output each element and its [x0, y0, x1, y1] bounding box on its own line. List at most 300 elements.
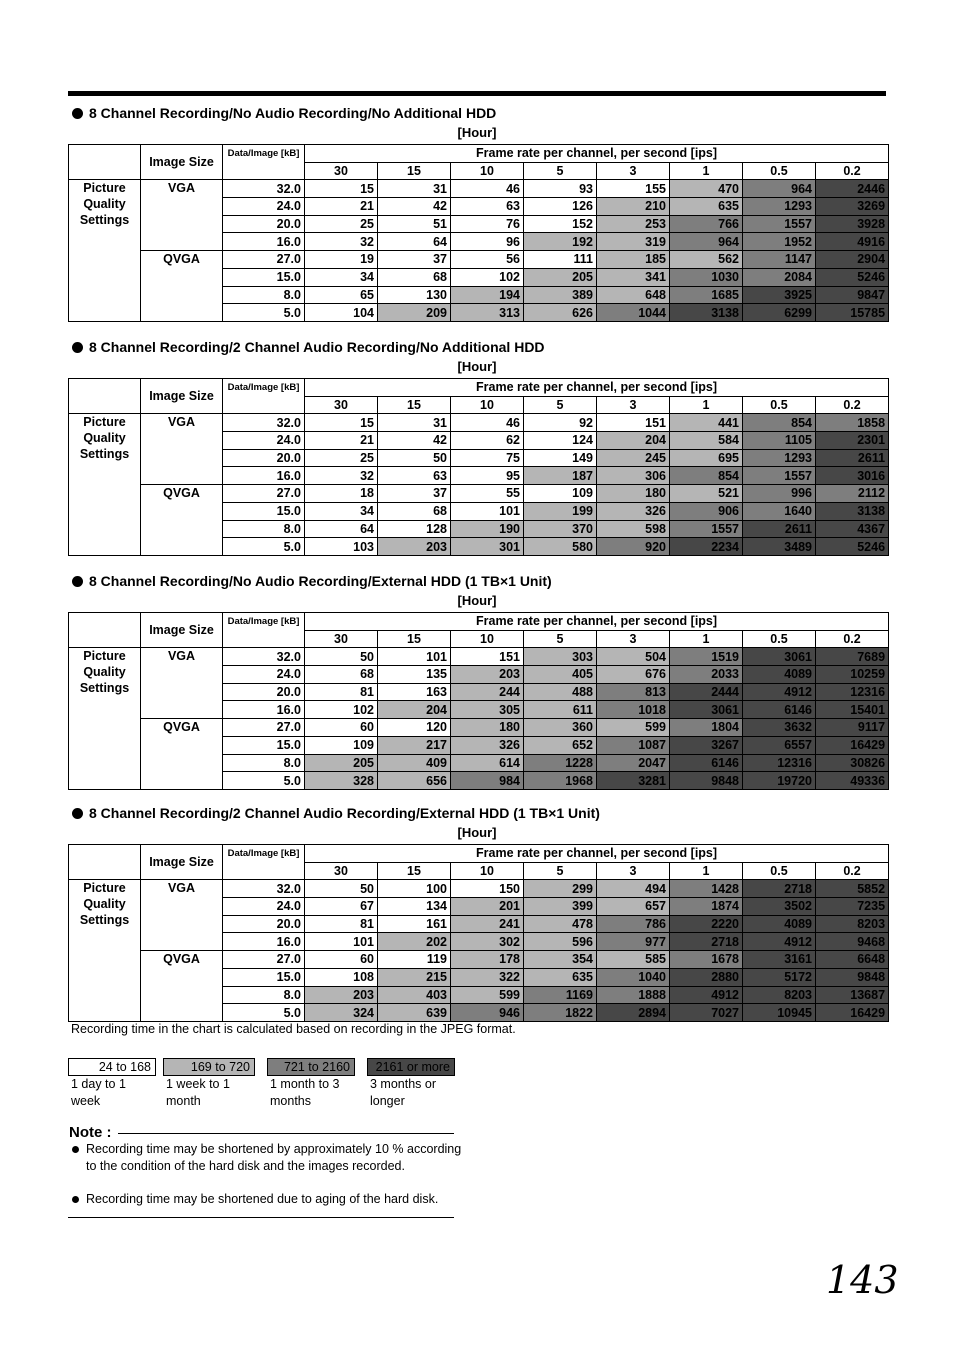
rate-header: 1	[670, 630, 743, 648]
hours-cell: 8203	[816, 915, 889, 933]
hours-cell: 1952	[743, 233, 816, 251]
hours-cell: 598	[597, 520, 670, 538]
hours-cell: 1040	[597, 968, 670, 986]
hours-cell: 42	[378, 432, 451, 450]
hours-cell: 81	[305, 915, 378, 933]
hours-cell: 130	[378, 286, 451, 304]
hours-cell: 920	[597, 538, 670, 556]
hours-cell: 1640	[743, 502, 816, 520]
hours-cell: 103	[305, 538, 378, 556]
hours-cell: 194	[451, 286, 524, 304]
qvga-label: QVGA	[141, 485, 223, 556]
hours-cell: 4912	[670, 986, 743, 1004]
hours-cell: 3138	[816, 502, 889, 520]
section-title	[72, 573, 552, 589]
hours-cell: 67	[305, 898, 378, 916]
legend-caption-1-day-to-1-week: 1 day to 1 week	[71, 1077, 126, 1108]
hours-cell: 1874	[670, 898, 743, 916]
hours-cell: 504	[597, 648, 670, 666]
rate-header: 0.2	[816, 396, 889, 414]
hours-cell: 64	[378, 233, 451, 251]
hours-cell: 964	[743, 180, 816, 198]
recording-time-table	[68, 612, 889, 790]
hours-cell: 62	[451, 432, 524, 450]
hours-cell: 126	[524, 198, 597, 216]
hours-cell: 695	[670, 449, 743, 467]
hours-cell: 108	[305, 968, 378, 986]
hours-cell: 580	[524, 538, 597, 556]
hours-cell: 2234	[670, 538, 743, 556]
hours-cell: 306	[597, 467, 670, 485]
hours-cell: 3061	[670, 701, 743, 719]
table-row	[69, 648, 889, 666]
hours-cell: 648	[597, 286, 670, 304]
hours-cell: 56	[451, 251, 524, 269]
hours-cell: 155	[597, 180, 670, 198]
hours-cell: 2112	[816, 485, 889, 503]
hours-cell: 2084	[743, 268, 816, 286]
picture-quality-label: Picture Quality Settings	[69, 414, 141, 556]
hours-cell: 102	[305, 701, 378, 719]
hours-cell: 21	[305, 198, 378, 216]
hours-cell: 205	[305, 754, 378, 772]
hours-cell: 4916	[816, 233, 889, 251]
hours-cell: 2718	[743, 880, 816, 898]
hours-cell: 403	[378, 986, 451, 1004]
rate-header: 30	[305, 162, 378, 180]
rate-header: 15	[378, 630, 451, 648]
hours-cell: 55	[451, 485, 524, 503]
hours-cell: 92	[524, 414, 597, 432]
hours-cell: 19720	[743, 772, 816, 790]
hours-cell: 585	[597, 951, 670, 969]
unit-label: [Hour]	[457, 359, 497, 374]
bullet-icon	[72, 1196, 79, 1203]
hours-cell: 76	[451, 215, 524, 233]
vga-label: VGA	[141, 648, 223, 719]
hours-cell: 584	[670, 432, 743, 450]
hours-cell: 15	[305, 180, 378, 198]
hours-cell: 3502	[743, 898, 816, 916]
hours-cell: 31	[378, 180, 451, 198]
hours-cell: 1428	[670, 880, 743, 898]
hours-cell: 64	[305, 520, 378, 538]
hours-cell: 49336	[816, 772, 889, 790]
hours-cell: 3925	[743, 286, 816, 304]
hours-cell: 1293	[743, 449, 816, 467]
hours-cell: 46	[451, 180, 524, 198]
rate-header: 0.5	[743, 162, 816, 180]
hours-cell: 2894	[597, 1004, 670, 1022]
rate-header: 15	[378, 862, 451, 880]
hours-cell: 1519	[670, 648, 743, 666]
header-blank	[69, 145, 141, 180]
hours-cell: 192	[524, 233, 597, 251]
hours-cell: 1888	[597, 986, 670, 1004]
data-size-cell: 8.0	[223, 986, 305, 1004]
hours-cell: 326	[451, 736, 524, 754]
hours-cell: 313	[451, 304, 524, 322]
hours-cell: 2880	[670, 968, 743, 986]
bullet-icon	[72, 108, 83, 119]
note-title: Note :	[69, 1124, 112, 1141]
hours-cell: 25	[305, 449, 378, 467]
hours-cell: 5852	[816, 880, 889, 898]
rate-header: 0.5	[743, 396, 816, 414]
hours-cell: 599	[597, 719, 670, 737]
hours-cell: 4089	[743, 666, 816, 684]
data-size-cell: 27.0	[223, 251, 305, 269]
rate-header: 5	[524, 162, 597, 180]
rate-header: 10	[451, 396, 524, 414]
hours-cell: 187	[524, 467, 597, 485]
hours-cell: 9468	[816, 933, 889, 951]
rate-header: 10	[451, 630, 524, 648]
data-size-cell: 24.0	[223, 432, 305, 450]
data-image-header: Data/Image [kB]	[223, 613, 305, 648]
hours-cell: 34	[305, 268, 378, 286]
hours-cell: 16429	[816, 1004, 889, 1022]
unit-label: [Hour]	[457, 825, 497, 840]
hours-cell: 75	[451, 449, 524, 467]
hours-cell: 302	[451, 933, 524, 951]
hours-cell: 3161	[743, 951, 816, 969]
hours-cell: 50	[378, 449, 451, 467]
hours-cell: 2446	[816, 180, 889, 198]
hours-cell: 96	[451, 233, 524, 251]
hours-cell: 5246	[816, 268, 889, 286]
hours-cell: 656	[378, 772, 451, 790]
hours-cell: 65	[305, 286, 378, 304]
hours-cell: 81	[305, 683, 378, 701]
header-blank	[69, 845, 141, 880]
hours-cell: 3632	[743, 719, 816, 737]
image-size-header: Image Size	[141, 145, 223, 180]
hours-cell: 111	[524, 251, 597, 269]
rate-header: 1	[670, 862, 743, 880]
hours-cell: 203	[305, 986, 378, 1004]
hours-cell: 50	[305, 880, 378, 898]
hours-cell: 93	[524, 180, 597, 198]
recording-time-table	[68, 378, 889, 556]
legend-caption-3-months-or-longer: 3 months or longer	[370, 1077, 437, 1108]
section-title	[72, 339, 545, 355]
hours-cell: 31	[378, 414, 451, 432]
hours-cell: 163	[378, 683, 451, 701]
hours-cell: 854	[670, 467, 743, 485]
hours-cell: 151	[451, 648, 524, 666]
hours-cell: 984	[451, 772, 524, 790]
header-row	[69, 145, 889, 163]
hours-cell: 10259	[816, 666, 889, 684]
picture-quality-label: Picture Quality Settings	[69, 648, 141, 790]
hours-cell: 203	[451, 666, 524, 684]
hours-cell: 360	[524, 719, 597, 737]
section-title	[72, 805, 600, 821]
hours-cell: 203	[378, 538, 451, 556]
hours-cell: 2611	[816, 449, 889, 467]
data-size-cell: 15.0	[223, 968, 305, 986]
note-item	[72, 1141, 462, 1174]
table-row	[69, 719, 889, 737]
bullet-icon	[72, 808, 83, 819]
data-size-cell: 27.0	[223, 719, 305, 737]
note-item-text: Recording time may be shortened due to aging of the hard disk.	[86, 1192, 439, 1206]
hours-cell: 101	[305, 933, 378, 951]
rate-header: 3	[597, 396, 670, 414]
section-title-text: 8 Channel Recording/2 Channel Audio Recording/External HDD (1 TB×1 Unit)	[89, 805, 600, 821]
rate-header: 15	[378, 162, 451, 180]
hours-cell: 1169	[524, 986, 597, 1004]
section-title-text: 8 Channel Recording/No Audio Recording/External HDD (1 TB×1 Unit)	[89, 573, 552, 589]
rate-header: 30	[305, 396, 378, 414]
hours-cell: 1293	[743, 198, 816, 216]
rate-header: 30	[305, 862, 378, 880]
hours-cell: 854	[743, 414, 816, 432]
hours-cell: 12316	[816, 683, 889, 701]
hours-cell: 303	[524, 648, 597, 666]
frame-rate-header: Frame rate per channel, per second [ips]	[305, 613, 889, 631]
hours-cell: 441	[670, 414, 743, 432]
hours-cell: 37	[378, 485, 451, 503]
note-rule	[118, 1133, 454, 1134]
hours-cell: 102	[451, 268, 524, 286]
data-size-cell: 32.0	[223, 648, 305, 666]
hours-cell: 204	[597, 432, 670, 450]
hours-cell: 21	[305, 432, 378, 450]
hours-cell: 7235	[816, 898, 889, 916]
hours-cell: 652	[524, 736, 597, 754]
hours-cell: 210	[597, 198, 670, 216]
hours-cell: 946	[451, 1004, 524, 1022]
vga-label: VGA	[141, 880, 223, 951]
hours-cell: 95	[451, 467, 524, 485]
bullet-icon	[72, 342, 83, 353]
hours-cell: 6557	[743, 736, 816, 754]
hours-cell: 409	[378, 754, 451, 772]
qvga-label: QVGA	[141, 251, 223, 322]
hours-cell: 253	[597, 215, 670, 233]
qvga-label: QVGA	[141, 951, 223, 1022]
hours-cell: 37	[378, 251, 451, 269]
hours-cell: 521	[670, 485, 743, 503]
rate-header: 30	[305, 630, 378, 648]
rate-header: 0.2	[816, 630, 889, 648]
hours-cell: 19	[305, 251, 378, 269]
hours-cell: 6648	[816, 951, 889, 969]
top-rule	[68, 91, 886, 96]
bullet-icon	[72, 576, 83, 587]
rate-header: 0.5	[743, 630, 816, 648]
hours-cell: 204	[378, 701, 451, 719]
hours-cell: 12316	[743, 754, 816, 772]
hours-cell: 1228	[524, 754, 597, 772]
hours-cell: 245	[597, 449, 670, 467]
hours-cell: 8203	[743, 986, 816, 1004]
hours-cell: 63	[378, 467, 451, 485]
hours-cell: 977	[597, 933, 670, 951]
page-number: 143	[826, 1258, 899, 1302]
note-item	[72, 1191, 462, 1208]
data-size-cell: 24.0	[223, 898, 305, 916]
hours-cell: 3281	[597, 772, 670, 790]
data-size-cell: 27.0	[223, 485, 305, 503]
hours-cell: 6146	[670, 754, 743, 772]
frame-rate-header: Frame rate per channel, per second [ips]	[305, 145, 889, 163]
jpeg-footnote: Recording time in the chart is calculated based on recording in the JPEG format.	[71, 1022, 516, 1036]
hours-cell: 3138	[670, 304, 743, 322]
frame-rate-header: Frame rate per channel, per second [ips]	[305, 845, 889, 863]
data-size-cell: 16.0	[223, 933, 305, 951]
data-size-cell: 32.0	[223, 180, 305, 198]
legend-box-1-week-to-1-month: 169 to 720	[163, 1058, 255, 1076]
hours-cell: 205	[524, 268, 597, 286]
data-size-cell: 24.0	[223, 198, 305, 216]
data-size-cell: 27.0	[223, 951, 305, 969]
hours-cell: 244	[451, 683, 524, 701]
image-size-header: Image Size	[141, 845, 223, 880]
hours-cell: 104	[305, 304, 378, 322]
hours-cell: 6146	[743, 701, 816, 719]
hours-cell: 470	[670, 180, 743, 198]
rate-header: 3	[597, 162, 670, 180]
note-item-text: Recording time may be shortened by approximately 10 % according to the condition of the hard disk and the images recorded.	[86, 1142, 462, 1173]
rate-header: 10	[451, 162, 524, 180]
hours-cell: 766	[670, 215, 743, 233]
hours-cell: 341	[597, 268, 670, 286]
hours-cell: 128	[378, 520, 451, 538]
data-size-cell: 20.0	[223, 915, 305, 933]
header-row	[69, 845, 889, 863]
hours-cell: 488	[524, 683, 597, 701]
rate-header: 3	[597, 630, 670, 648]
recording-time-table	[68, 844, 889, 1022]
hours-cell: 180	[451, 719, 524, 737]
hours-cell: 596	[524, 933, 597, 951]
hours-cell: 3269	[816, 198, 889, 216]
hours-cell: 1678	[670, 951, 743, 969]
hours-cell: 494	[597, 880, 670, 898]
section-title-text: 8 Channel Recording/No Audio Recording/No Additional HDD	[89, 105, 497, 121]
hours-cell: 3061	[743, 648, 816, 666]
hours-cell: 9847	[816, 286, 889, 304]
vga-label: VGA	[141, 414, 223, 485]
hours-cell: 614	[451, 754, 524, 772]
hours-cell: 1685	[670, 286, 743, 304]
data-size-cell: 5.0	[223, 304, 305, 322]
data-size-cell: 8.0	[223, 520, 305, 538]
table-row	[69, 880, 889, 898]
hours-cell: 305	[451, 701, 524, 719]
hours-cell: 964	[670, 233, 743, 251]
hours-cell: 1087	[597, 736, 670, 754]
hours-cell: 676	[597, 666, 670, 684]
table-row	[69, 414, 889, 432]
data-size-cell: 20.0	[223, 449, 305, 467]
rate-header: 0.2	[816, 862, 889, 880]
header-row	[69, 613, 889, 631]
hours-cell: 32	[305, 467, 378, 485]
hours-cell: 68	[378, 268, 451, 286]
hours-cell: 370	[524, 520, 597, 538]
hours-cell: 2444	[670, 683, 743, 701]
hours-cell: 30826	[816, 754, 889, 772]
hours-cell: 9117	[816, 719, 889, 737]
hours-cell: 202	[378, 933, 451, 951]
hours-cell: 3928	[816, 215, 889, 233]
hours-cell: 301	[451, 538, 524, 556]
hours-cell: 1557	[743, 215, 816, 233]
picture-quality-label: Picture Quality Settings	[69, 180, 141, 322]
hours-cell: 3267	[670, 736, 743, 754]
frame-rate-header: Frame rate per channel, per second [ips]	[305, 379, 889, 397]
hours-cell: 100	[378, 880, 451, 898]
rate-header: 0.5	[743, 862, 816, 880]
hours-cell: 2718	[670, 933, 743, 951]
hours-cell: 190	[451, 520, 524, 538]
hours-cell: 7689	[816, 648, 889, 666]
hours-cell: 1018	[597, 701, 670, 719]
hours-cell: 241	[451, 915, 524, 933]
hours-cell: 18	[305, 485, 378, 503]
hours-cell: 4089	[743, 915, 816, 933]
legend-box-3-months-or-longer: 2161 or more	[367, 1058, 455, 1076]
data-size-cell: 24.0	[223, 666, 305, 684]
unit-label: [Hour]	[457, 125, 497, 140]
hours-cell: 199	[524, 502, 597, 520]
hours-cell: 2033	[670, 666, 743, 684]
hours-cell: 611	[524, 701, 597, 719]
hours-cell: 599	[451, 986, 524, 1004]
hours-cell: 3016	[816, 467, 889, 485]
hours-cell: 5246	[816, 538, 889, 556]
hours-cell: 9848	[816, 968, 889, 986]
rate-header: 10	[451, 862, 524, 880]
table-row	[69, 180, 889, 198]
hours-cell: 217	[378, 736, 451, 754]
hours-cell: 68	[378, 502, 451, 520]
rate-header: 5	[524, 630, 597, 648]
header-blank	[69, 613, 141, 648]
data-size-cell: 16.0	[223, 467, 305, 485]
hours-cell: 2047	[597, 754, 670, 772]
hours-cell: 786	[597, 915, 670, 933]
data-size-cell: 32.0	[223, 414, 305, 432]
hours-cell: 2611	[743, 520, 816, 538]
data-size-cell: 16.0	[223, 233, 305, 251]
data-size-cell: 5.0	[223, 1004, 305, 1022]
rate-header: 1	[670, 162, 743, 180]
data-image-header: Data/Image [kB]	[223, 379, 305, 414]
hours-cell: 161	[378, 915, 451, 933]
hours-cell: 326	[597, 502, 670, 520]
data-size-cell: 5.0	[223, 772, 305, 790]
rate-header: 0.2	[816, 162, 889, 180]
rate-header: 5	[524, 862, 597, 880]
data-size-cell: 8.0	[223, 286, 305, 304]
hours-cell: 4912	[743, 683, 816, 701]
hours-cell: 996	[743, 485, 816, 503]
hours-cell: 2301	[816, 432, 889, 450]
hours-cell: 319	[597, 233, 670, 251]
legend-box-1-day-to-1-week: 24 to 168	[68, 1058, 156, 1076]
hours-cell: 5172	[743, 968, 816, 986]
data-size-cell: 32.0	[223, 880, 305, 898]
hours-cell: 322	[451, 968, 524, 986]
note-bottom-rule	[68, 1217, 454, 1218]
hours-cell: 16429	[816, 736, 889, 754]
image-size-header: Image Size	[141, 379, 223, 414]
